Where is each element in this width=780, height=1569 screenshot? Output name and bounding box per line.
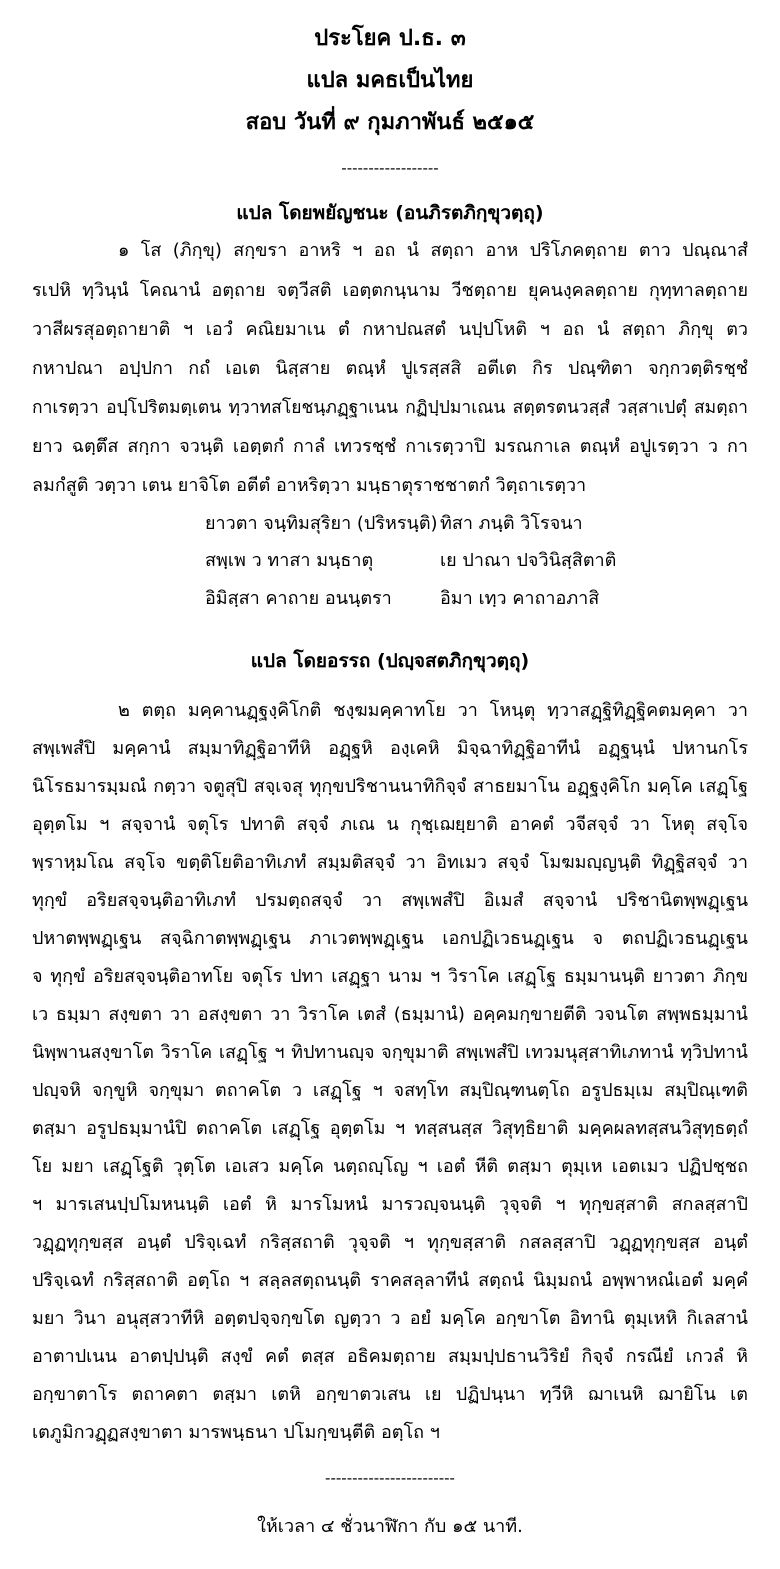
- section2-line: ๒ ตตฺถ มคฺคานฏฺฐงฺคิโกติ ชงฺฆมคฺคาทโย วา โหนฺตุ ทฺวาสฏฺฐิทิฏฺฐิคตมคฺคา วา: [118, 700, 748, 721]
- header-divider: ------------------: [341, 159, 439, 177]
- verse-line-right: ทิสา ภนฺติ วิโรจนา: [440, 513, 583, 534]
- section2-line: อาตาปเนน อาตปฺปนฺติ สงฺขํ คตํ ตสฺส อธิคมตฺถาย สมฺมปฺปธานวิริยํ กิจฺจํ กรณียํ เกวลํ หิ: [32, 1346, 748, 1367]
- section2-line: วฏฺฏทุกฺขสฺส อนฺตํ ปริจฺเฉทํ กริสฺสถาติ วุจฺจติ ฯ ทุกฺขสฺสาติ กสลสฺสาปิ วฏฺฏทุกฺขสฺส อนฺตํ: [32, 1232, 748, 1253]
- section2-line: ฯ มารเสนปฺปโมหนนฺติ เอตํ หิ มารโมหนํ มารวญฺจนนฺติ วุจฺจติ ฯ ทุกฺขสฺสาติ สกลสฺสาปิ: [32, 1194, 748, 1215]
- section1-line: กาเรตฺวา อปฺโปริตมตฺเตน ทฺวาทสโยชนฺภฏฺฐาเนน กฏิปฺปมาเณน สตฺตรตนวสฺสํ วสฺสาเปตุํ สมตฺถา: [32, 398, 748, 418]
- section2-line: ตสฺมา อรูปธมฺมานํปิ ตถาคโต เสฏฺโฐ อุตฺตโม ฯ ทสฺสนสฺส วิสุทฺธิยาติ มคฺคผลทสฺสนวิสุทฺธตฺถํ: [32, 1118, 748, 1139]
- section1-heading: แปล โดยพยัญชนะ (อนภิรตภิกฺขุวตฺถุ): [236, 202, 544, 224]
- section2-line: เว ธมฺมา สงฺขตา วา อสงฺขตา วา วิราโค เตสํ (ธมฺมานํ) อคฺคมกฺขายตีติ วจนโต สพฺพธมฺมานํ: [32, 1004, 748, 1025]
- section2-line: สพฺเพสํปิ มคฺคานํ สมฺมาทิฏฺฐิอาทีหิ อฏฺฐหิ องฺเคหิ มิจฺฉาทิฏฺฐิอาทีนํ อฏฺฐนฺนํ ปหานกโร: [32, 738, 748, 759]
- section2-line: โย มยา เสฏฺโฐติ วุตฺโต เอเสว มคฺโค นตฺถญฺโญ ฯ เอตํ หีติ ตสฺมา ตุมฺเห เอตเมว ปฏิปชฺชถ: [32, 1156, 748, 1177]
- section2-line: จ ทุกฺขํ อริยสจฺจนฺติอาทโย จตุโร ปทา เสฏฺฐา นาม ฯ วิราโค เสฏฺโฐ ธมฺมานนฺติ ยาวตา ภิกฺข: [32, 966, 748, 987]
- section2-line: ปริจฺเฉทํ กริสฺสถาติ อตฺโถ ฯ สลฺลสตฺถนนฺติ ราคสลฺลาทีนํ สตฺถนํ นิมฺมถนํ อพฺพาหณํเอตํ มคฺคํ: [32, 1270, 748, 1291]
- verse-line-right: เย ปาณา ปจวินิสฺสิตาติ: [440, 550, 617, 571]
- exam-title: ประโยค ป.ธ. ๓: [314, 26, 466, 51]
- section2-heading: แปล โดยอรรถ (ปญฺจสตภิกฺขุวตฺถุ): [250, 650, 530, 672]
- section1-line: วาสีผรสุอตฺถายาติ ฯ เอวํ คณิยมาเน ตํ กหาปณสตํ นปฺปโหติ ฯ อถ นํ สตฺถา ภิกฺขุ ตว: [32, 319, 748, 340]
- section1-line: รเปหิ ทฺวินฺนํ โคณานํ อตฺถาย จตฺวีสติ เอตฺตกนฺนาม วีชตฺถาย ยุคนงฺคลตฺถาย กุทฺทาลตฺถาย: [32, 280, 748, 301]
- exam-date: สอบ วันที่ ๙ กุมภาพันธ์ ๒๕๑๕: [245, 110, 535, 135]
- verse-line-left: สพฺเพ ว ทาสา มนฺธาตุ: [205, 550, 374, 571]
- time-allowed-note: ให้เวลา ๔ ชั่วนาฬิกา กับ ๑๕ นาที.: [257, 1516, 523, 1537]
- section2-line: พฺราหฺมโณ สจฺโจ ขตฺติโยติอาทิเภทํ สมฺมติสจฺจํ วา อิทเมว สจฺจํ โมฆมญฺญนฺติ ทิฏฺฐิสจฺจํ วา: [32, 852, 748, 873]
- section2-line: ทุกฺขํ อริยสจฺจนฺติอาทิเภทํ ปรมตฺถสจฺจํ วา สพฺเพสํปิ อิเมสํ สจฺจานํ ปริชานิตพฺพฏฺเฐน: [32, 890, 748, 911]
- verse-line-right: อิมา เทฺว คาถาอภาสิ: [440, 588, 600, 609]
- section2-line: ปญฺจหิ จกฺขูหิ จกฺขุมา ตถาคโต ว เสฏฺโฐ ฯ จสทฺโท สมฺปิณฺฑนตฺโถ อรูปธมฺเม สมฺปิณฺเฑติ: [32, 1080, 748, 1101]
- section1-line: ยาว ฉตฺตึส สกฺกา จวนฺติ เอตฺตกํ กาลํ เทวรชฺชํ กาเรตฺวาปิ มรณกาเล ตณฺหํ อปูเรตฺวา ว กา: [32, 436, 748, 457]
- exam-subtitle: แปล มคธเป็นไทย: [306, 68, 474, 93]
- section1-line: ลมกํสูติ วตฺวา เตน ยาจิโต อตีตํ อาหริตฺวา มนฺธาตุราชชาตกํ วิตฺถาเรตฺวา: [32, 475, 587, 496]
- section2-line: อุตฺตโม ฯ สจฺจานํ จตุโร ปทาติ สจฺจํ ภเณ น กุชฺเฌยฺยาติ อาคตํ วจีสจฺจํ วา โหตุ สจฺโจ: [32, 814, 748, 835]
- closing-divider: ------------------------: [325, 1469, 455, 1487]
- section2-line: นิพฺพานสงฺขาโต วิราโค เสฏฺโฐ ฯ ทิปทานญฺจ จกฺขุมาติ สพฺเพสํปิ เทวมนุสฺสาทิเภทานํ ทฺวิปทานํ: [32, 1042, 748, 1063]
- section2-line: เตภูมิกวฏฺฏสงฺขาตา มารพนฺธนา ปโมกฺขนฺตีติ อตฺโถ ฯ: [32, 1422, 440, 1443]
- section2-line: มยา วินา อนุสฺสวาทีหิ อตฺตปจฺจกฺขโต ญตฺวา ว อยํ มคฺโค อกฺขาโต อิทานิ ตุมฺเหหิ กิเลสานํ: [32, 1308, 748, 1329]
- verse-line-left: อิมิสฺสา คาถาย อนนฺตรา: [205, 588, 392, 609]
- section2-line: อกฺขาตาโร ตถาคตา ตสฺมา เตหิ อกฺขาตวเสน เย ปฏิปนฺนา ทฺวีหิ ฌาเนหิ ฌายิโน เต: [32, 1384, 748, 1405]
- section1-line: ๑ โส (ภิกฺขุ) สกฺขรา อาหริ ฯ อถ นํ สตฺถา อาห ปริโภคตฺถาย ตาว ปณฺณาสํ: [118, 240, 748, 261]
- section1-line: กหาปณา อปฺปกา กถํ เอเต นิสฺสาย ตณฺหํ ปูเรสฺสสิ อตีเต กิร ปณฺฑิตา จกฺกวตฺติรชฺชํ: [32, 358, 748, 379]
- section2-line: ปหาตพฺพฏฺเฐน สจฺฉิกาตพฺพฏฺเฐน ภาเวตพฺพฏฺเฐน เอกปฏิเวธนฏฺเฐน จ ตถปฏิเวธนฏฺเฐน: [32, 928, 748, 949]
- section2-line: นิโรธมารมฺมณํ กตฺวา จตูสุปิ สจฺเจสุ ทุกฺขปริชานนาทิกิจฺจํ สาธยมาโน อฏฺฐงฺคิโก มคฺโค เสฏฺโฐ: [32, 776, 748, 797]
- verse-line-left: ยาวตา จนฺทิมสุริยา (ปริหรนฺติ): [205, 513, 438, 534]
